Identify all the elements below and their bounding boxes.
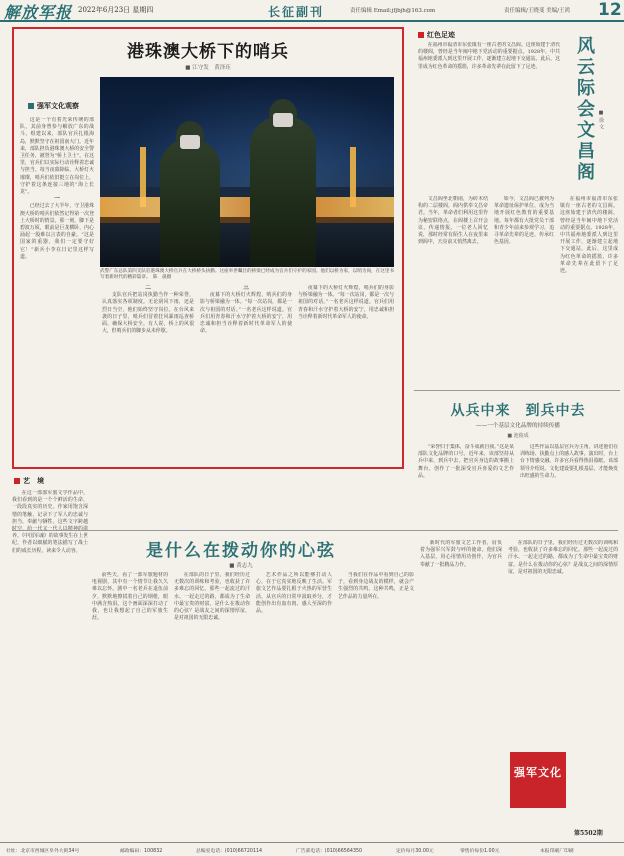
footer-price: 定价每月30.00元 (396, 849, 434, 854)
story3-column-2: 在部队的日子里，我们经历过无数次的训练和考验，也收获了许多难忘的回忆。那些一起流过的汗水、一起走过的路，都成为了生命中最宝贵的财富。是什么在拨动你的心弦？是战友之间的深情厚谊，是对祖国的无限忠诚。 (174, 572, 250, 622)
story3-column-6: 在部队的日子里，我们经历过无数次的训练和考验，也收获了许多难忘的回忆。那些一起流过的汗水、一起走过的路，都成为了生命中最宝贵的财富。是什么在拨动你的心弦？是战友之间的深情厚谊，是对祖国的无限忠诚。 (508, 540, 618, 575)
section-marker-icon (418, 32, 424, 38)
total-issue-number: 第5502期 (574, 830, 603, 837)
story3-column-4: 当我们在作品中看到自己的影子，看到身边战友的模样，就会产生强烈的共鸣。这种共鸣，正是文艺作品的力量所在。 (338, 572, 414, 600)
lead-column-4: 夜幕下的大桥灯火辉煌，哨兵们的身影与桥梁融为一体。“每一次站岗，都是一次与祖国的对话。”一名老兵这样说道。官兵们用青春和汗水守护着大桥的安宁，用忠诚和担当诠释着新时代革命军人的使命。 (298, 285, 394, 320)
section-marker-icon (28, 103, 34, 109)
story3-column-5: 新时代的军旅文艺工作者，肩负着为强军兴军鼓与呼的使命。他们深入基层，用心用情用功创作，为官兵奉献了一批精品力作。 (420, 540, 502, 568)
footer-address: 社址：北京市西城区阜外大街34号 (6, 849, 80, 854)
right-author: ■ 徐 文 (598, 110, 604, 130)
right-column-2: 文昌阁坐北朝南，为砖木结构的二层楼阁，阁内供奉文昌帝君。当年，革命者们利用这里作为秘密联络点，在阁楼上召开会议、传递情报。一位老人回忆说，那时经常有陌生人在夜里来到阁中，天亮前又悄然离去。 (418, 196, 488, 246)
page-header (0, 0, 624, 22)
page-footer (0, 842, 624, 856)
lead-column-3: 三 夜幕下的大桥灯火辉煌，哨兵们的身影与桥梁融为一体。“每一次站岗，都是一次与祖国的对话。”一名老兵这样说道。官兵们用青春和汗水守护着大桥的安宁，用忠诚和担当诠释着新时代革命军人的使命。 (200, 285, 292, 335)
right-tag: 红色足迹 (418, 30, 455, 40)
duty-editor: 责任编辑/王晓斐 美编/王鸿 (504, 8, 570, 14)
story2-author: ■ 池俊成 (507, 433, 529, 439)
footer-postcode: 邮政编码：100832 (120, 849, 163, 854)
footer-phone: 总编室电话：(010)66720114 (196, 849, 263, 854)
lead-column-1: 这是一个有着光荣传统的部队，其前身曾参与解放广东的战斗。组建以来，部队官兵扎根海岛，默默坚守在祖国南大门。近年来，部队担负港珠澳大桥的安全警卫任务，被誉为“桥上卫士”。在这里，官兵们以实际行动诠释着忠诚与担当。每当夜幕降临，大桥灯火璀璨，哨兵们依旧挺立在岗位上，守护着这条连接三地的“海上长龙”。 一 已经过去了大半年，守卫港珠澳大桥的哨兵们依然记得第一次登上大桥时的情景。那一刻，脚下是碧波万顷，眼前是巨龙横卧，内心涌起一股难以言表的自豪。“这是国家的重器，我们一定要守好它！”新兵小李在日记里这样写道。 (20, 117, 94, 260)
story3-column-1: 前些天，看了一部军旅题材的电视剧，其中有一个情节让我久久难以忘怀。剧中一名老兵在退伍前夕，默默地擦拭着自己的钢枪，眼中满含热泪。这个画面深深打动了我，也让我想起了自己的军旅生涯。 (92, 572, 168, 622)
story2-subtitle: ——一个基层文化品牌的持续传播 (476, 423, 560, 429)
soldier-figure (160, 139, 220, 267)
footer-publisher: 本报印刷厂印刷 (540, 849, 574, 854)
section-divider (414, 390, 620, 391)
right-column-4: 在福州市福清市东张镇有一座古老的文昌阁。这座始建于清代的楼阁，曾经是当年闽中地下党活动的重要据点。1928年，中共福州地委派人到这里开展工作，逐渐建立起地下交通站。此后，这里成为红色革命的摇篮，许多革命先辈在此留下了足迹。 (560, 196, 618, 275)
story3-column-3: 艺术作品之所以能够打动人心，在于它真实地反映了生活。军旅文艺作品要扎根于火热的军营生活，从官兵的日常中汲取养分，才能创作出有血有肉、感人至深的作品。 (256, 572, 332, 615)
story2-column-1: “荣誉归于集体，奋斗成就自我。”这是某部队文化品牌的口号。近年来，该部坚持从兵中来、到兵中去，把官兵身边的故事搬上舞台，创作了一批深受官兵喜爱的文艺作品。 (418, 444, 514, 479)
culture-tag: 艺 境 (14, 476, 44, 486)
lead-title: 港珠澳大桥下的哨兵 (127, 42, 289, 62)
section-title: 长征副刊 (268, 5, 325, 19)
soldier-figure (250, 117, 316, 267)
right-column-3: 如今，文昌阁已被列为革命遗址保护单位，成为当地开展红色教育的重要基地。每年都有大批党员干部和青少年前来参观学习，追寻革命先辈的足迹，传承红色基因。 (494, 196, 554, 246)
story3-author: ■ 黄志九 (229, 563, 253, 569)
footer-print: 零售价每份1.00元 (460, 849, 500, 854)
lead-column-2: 二 支队官兵把站岗执勤当作一种荣誉，认真落实各项制度。无论刮风下雨，还是烈日当空，他们始终坚守岗位。在台风来袭的日子里，哨兵们冒着狂风暴雨巡查桥面，确保大桥安全。有人说，桥上的风很大，但哨兵们的脚步从未停歇。 (102, 285, 194, 335)
photo-caption: 武警广东总队第四支队驻港珠澳大桥官兵在大桥桥头执勤。这座举世瞩目的桥梁已经成为官兵们守护的家园。他们以桥为家，以哨为岗，在这里书写着新时代的精彩篇章。 陈 晟摄 (100, 269, 395, 280)
culture-column: 在这一部部军旅文学作品中，我们看到的是一个个鲜活的生命，一段段真实的历史。作家用饱含深情的笔触，记录下了军人的忠诚与担当、奉献与牺牲。这些文字跨越 养。《中国军魂》的故事发生在上世纪，作者以细腻的笔法描写了战士们的成长历程，读来令人动容。 (12, 490, 88, 554)
issue-date: 2022年6月23日 星期四 (78, 6, 154, 14)
lead-story (12, 27, 404, 469)
story3-title: 是什么在拨动你的心弦 (146, 541, 336, 561)
masthead: 解放军报 (4, 3, 73, 22)
lead-author: ■ 江守发 黄泽珏 (185, 65, 231, 71)
bridge-deck (100, 217, 394, 223)
story2-title: 从兵中来 到兵中去 (450, 403, 586, 419)
story2-column-2: 这些作品以基层官兵为主角，讲述他们在训练场、执勤点上的感人故事。演出时，台上台下情感交融，许多官兵看得热泪盈眶。该部领导介绍说，文化建设要扎根基层，才能焕发出旺盛的生命力。 (520, 444, 618, 479)
bridge-sentry-photo (100, 77, 394, 267)
page-number: 12 (598, 0, 622, 20)
lead-subhead: 强军文化观察 (28, 101, 79, 111)
qiangjun-wenhua-logo: 强军文化 (510, 752, 566, 808)
bridge-lights (100, 197, 394, 217)
footer-ad: 广告部电话：(010)66564350 (296, 849, 363, 854)
right-title: 风云际会文昌阁 (574, 36, 595, 183)
right-column-1: 在福州市福清市东张镇有一座古老的文昌阁。这座始建于清代的楼阁，曾经是当年闽中地下党活动的重要据点。1928年，中共福州地委派人到这里开展工作，逐渐建立起地下交通站。此后，这里成为红色革命的摇篮，许多革命先辈在此留下了足迹。 (418, 42, 560, 70)
section-divider (12, 530, 618, 531)
section-marker-icon (14, 478, 20, 484)
editor-email: 责任编辑 Email:jfjbjh@163.com (350, 8, 436, 14)
